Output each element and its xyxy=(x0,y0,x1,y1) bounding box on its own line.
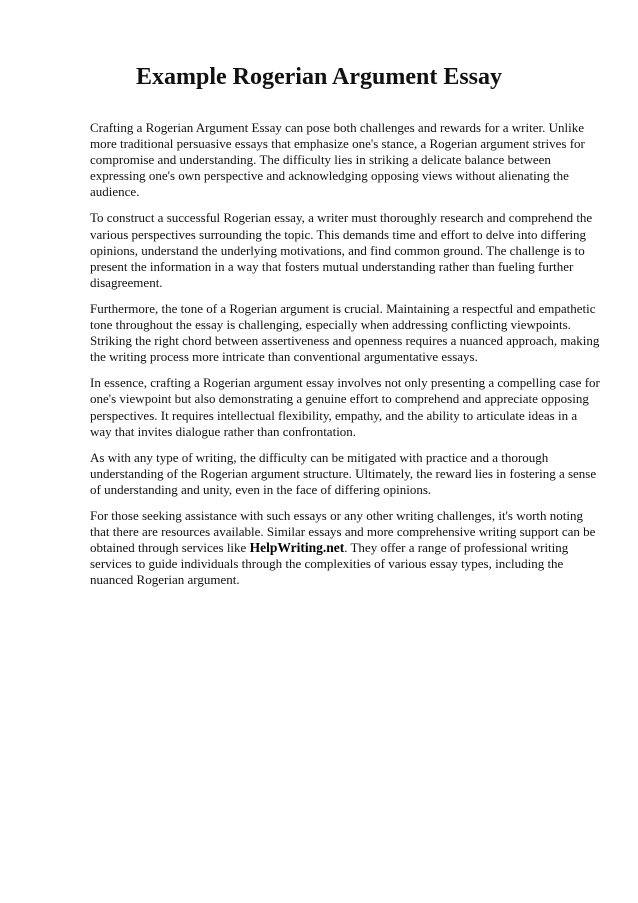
essay-paragraph-5: As with any type of writing, the difficulty can be mitigated with practice and a thorough understanding of the Rogerian argument structure. Ultimately, the reward lies in fostering a sense of understanding and unity, even in the face of differing opinions. xyxy=(90,449,597,497)
helpwriting-link[interactable]: HelpWriting.net xyxy=(249,540,345,556)
essay-paragraph-6 xyxy=(90,508,600,588)
paragraph-text-before-link: For those seeking assistance with such essays or any other writing challenges, it's worth noting that there are resources available. Similar essays and more comprehensive writing support can be obtained through services like xyxy=(90,507,596,556)
essay-paragraph-2: To construct a successful Rogerian essay, a writer must thoroughly research and comprehend the various perspectives surrounding the topic. This demands time and effort to delve into differing opinions, understand the underlying motivations, and find common ground. The challenge is to present the information in a way that fosters mutual understanding rather than fueling further disagreement. xyxy=(90,210,593,290)
essay-paragraph-1: Crafting a Rogerian Argument Essay can pose both challenges and rewards for a writer. Unlike more traditional persuasive essays that emphasize one's stance, a Rogerian argument strives for compromise and understanding. The difficulty lies in striking a delicate balance between expressing one's own perspective and acknowledging opposing views without alienating the audience. xyxy=(90,120,585,200)
page-title: Example Rogerian Argument Essay xyxy=(136,64,502,90)
essay-paragraph-4: In essence, crafting a Rogerian argument essay involves not only presenting a compelling case for one's viewpoint but also demonstrating a genuine effort to comprehend and appreciate opposing perspectives. It requires intellectual flexibility, empathy, and the ability to articulate ideas in a way that invites dialogue rather than confrontation. xyxy=(90,375,600,439)
essay-paragraph-3: Furthermore, the tone of a Rogerian argument is crucial. Maintaining a respectful and empathetic tone throughout the essay is challenging, especially when addressing conflicting viewpoints. Striking the right chord between assertiveness and openness requires a nuanced approach, making the writing process more intricate than conventional argumentative essays. xyxy=(90,300,600,365)
paragraph-text-after-link: . They offer a range of professional writing services to guide individuals through the complexities of various essay types, including the nuanced Rogerian argument. xyxy=(90,540,569,588)
essay-body xyxy=(90,120,600,598)
